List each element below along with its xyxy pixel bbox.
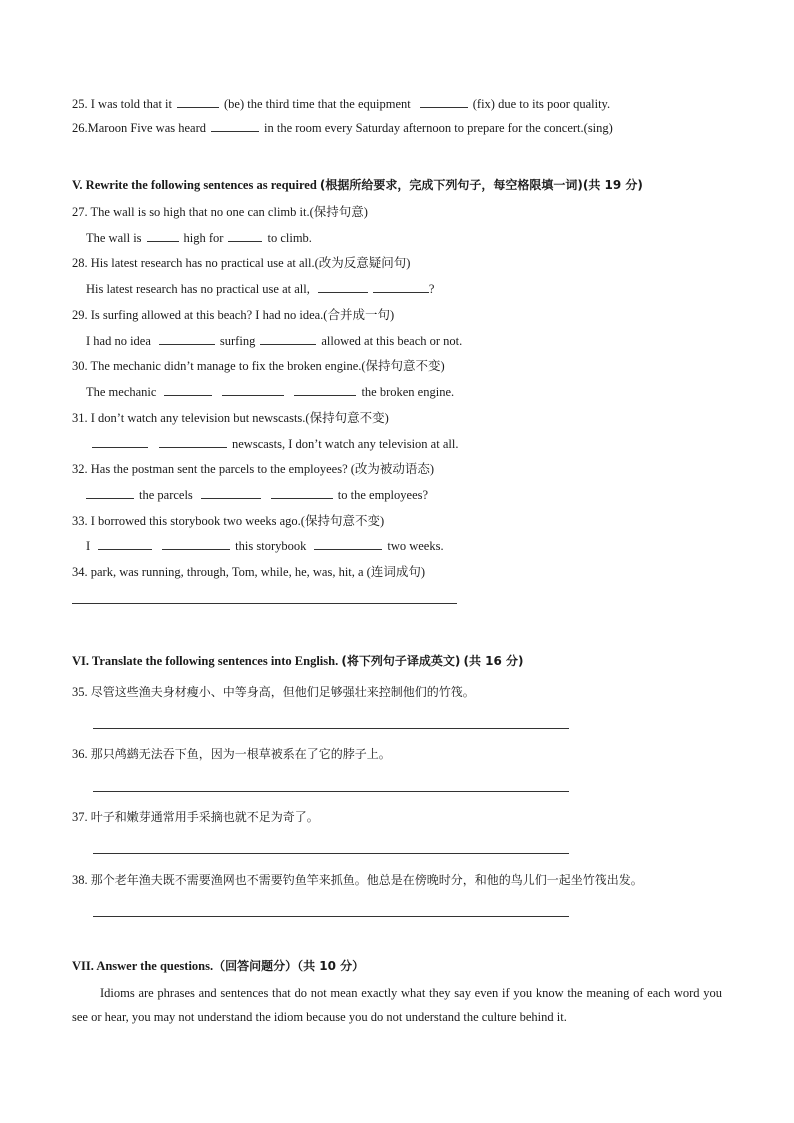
question-35: 35. 尽管这些渔夫身材瘦小、中等身高，但他们足够强壮来控制他们的竹筏。 bbox=[72, 685, 475, 699]
question-25: 25. I was told that it (be) the third time that the equipment (fix) due to its poor quality. bbox=[72, 97, 611, 111]
answer-line-29: I had no idea surfing allowed at this beach or not. bbox=[86, 334, 463, 348]
answer-blank[interactable] bbox=[147, 230, 179, 242]
question-26: 26.Maroon Five was heard in the room every Saturday afternoon to prepare for the concert.(sing) bbox=[72, 121, 613, 135]
answer-blank[interactable] bbox=[211, 120, 259, 132]
section-v-heading: V. Rewrite the following sentences as required (根据所给要求，完成下列句子，每空格限填一词)(共 19 分) bbox=[72, 178, 643, 192]
answer-blank[interactable] bbox=[294, 384, 356, 396]
answer-blank[interactable] bbox=[318, 281, 368, 293]
answer-line-36[interactable] bbox=[93, 791, 569, 792]
question-27: 27. The wall is so high that no one can climb it.(保持句意) bbox=[72, 205, 368, 219]
question-30: 30. The mechanic didn’t manage to fix the broken engine.(保持句意不变) bbox=[72, 359, 445, 373]
answer-line-33: I this storybook two weeks. bbox=[86, 539, 444, 553]
answer-blank[interactable] bbox=[420, 96, 468, 108]
answer-blank[interactable] bbox=[162, 538, 230, 550]
question-32: 32. Has the postman sent the parcels to the employees? (改为被动语态) bbox=[72, 462, 435, 476]
answer-line-34[interactable] bbox=[72, 603, 457, 604]
reading-passage: Idioms are phrases and sentences that do not mean exactly what they say even if you know the meaning of each word you see or hear, you may not understand the idiom because you do not understand the culture behind it. bbox=[72, 986, 722, 1024]
answer-blank[interactable] bbox=[228, 230, 262, 242]
answer-blank[interactable] bbox=[373, 281, 429, 293]
answer-line-35[interactable] bbox=[93, 728, 569, 729]
answer-line-38[interactable] bbox=[93, 916, 569, 917]
answer-line-32: the parcels to the employees? bbox=[86, 487, 428, 503]
question-28: 28. His latest research has no practical use at all.(改为反意疑问句) bbox=[72, 256, 411, 270]
answer-line-28: His latest research has no practical use at all, ? bbox=[86, 282, 435, 296]
answer-blank[interactable] bbox=[260, 333, 316, 345]
question-29: 29. Is surfing allowed at this beach? I had no idea.(合并成一句) bbox=[72, 308, 395, 322]
answer-blank[interactable] bbox=[159, 333, 215, 345]
answer-blank[interactable] bbox=[314, 538, 382, 550]
answer-blank[interactable] bbox=[164, 384, 212, 396]
answer-blank[interactable] bbox=[98, 538, 152, 550]
answer-line-31: newscasts, I don’t watch any television at all. bbox=[92, 436, 458, 452]
answer-line-30: The mechanic the broken engine. bbox=[86, 385, 455, 399]
answer-blank[interactable] bbox=[177, 96, 219, 108]
question-37: 37. 叶子和嫩芽通常用手采摘也就不足为奇了。 bbox=[72, 810, 319, 824]
question-31: 31. I don’t watch any television but newscasts.(保持句意不变) bbox=[72, 411, 389, 425]
answer-line-37[interactable] bbox=[93, 853, 569, 854]
section-vi-heading: VI. Translate the following sentences into English. (将下列句子译成英文) (共 16 分) bbox=[72, 654, 524, 668]
answer-blank[interactable] bbox=[159, 436, 227, 448]
question-34: 34. park, was running, through, Tom, while, he, was, hit, a (连词成句) bbox=[72, 565, 426, 579]
answer-blank[interactable] bbox=[222, 384, 284, 396]
answer-blank[interactable] bbox=[201, 487, 261, 499]
question-38: 38. 那个老年渔夫既不需要渔网也不需要钓鱼竿来抓鱼。他总是在傍晚时分，和他的鸟儿们一起坐竹筏出发。 bbox=[72, 873, 643, 887]
answer-line-27: The wall is high for to climb. bbox=[86, 231, 312, 245]
answer-blank[interactable] bbox=[92, 436, 148, 448]
answer-blank[interactable] bbox=[271, 487, 333, 499]
question-33: 33. I borrowed this storybook two weeks ago.(保持句意不变) bbox=[72, 514, 385, 528]
question-36: 36. 那只鸬鹚无法吞下鱼，因为一根草被系在了它的脖子上。 bbox=[72, 747, 391, 761]
section-vii-heading: VII. Answer the questions.（回答问题分）（共 10 分） bbox=[72, 959, 365, 973]
answer-blank[interactable] bbox=[86, 487, 134, 499]
